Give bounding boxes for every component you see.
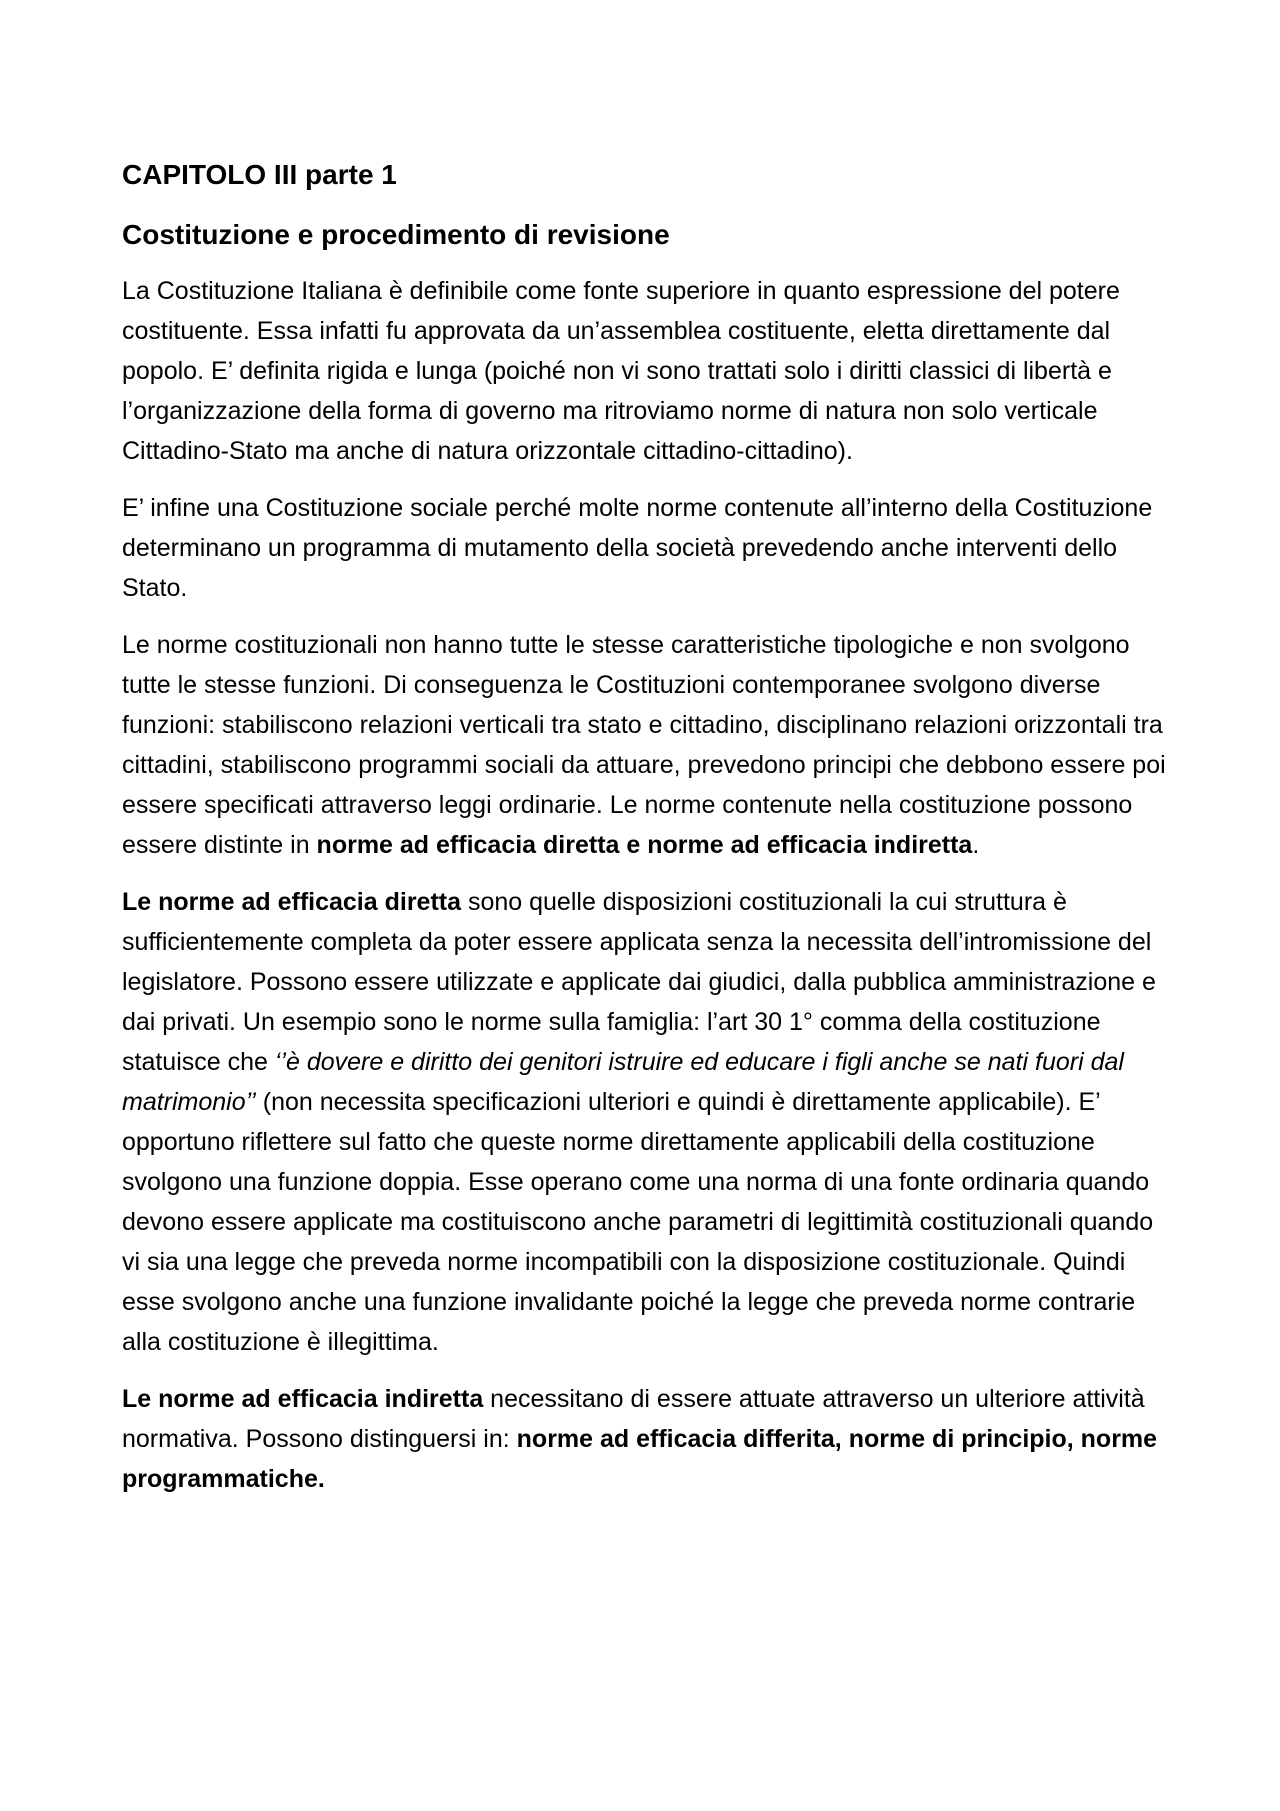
section-title: Costituzione e procedimento di revisione [122,219,670,250]
paragraph-5-bold-lead: Le norme ad efficacia indiretta [122,1385,484,1413]
document-page [122,155,1172,1516]
paragraph-3-end: . [972,831,980,859]
paragraph-4-text-1: sono quelle disposizioni costituzionali la cui struttura è sufficientemente completa da poter essere applicata senza la necessita dell’intromissione del legislatore. Possono essere utilizzate e applicate dai giudici, dalla pubblica amministrazione e dai privati. Un esempio sono le norme sulla famiglia: l’art 30 1° comma della costituzione statuisce che [122,888,1156,1076]
paragraph-4-quote: ‘’è dovere e diritto dei genitori istruire ed educare i figli anche se nati fuori dal matrimonio’’ [122,1048,1124,1116]
paragraph-5-bold-list: norme ad efficacia differita, norme di principio, norme programmatiche. [122,1425,1158,1493]
paragraph-5-text: necessitano di essere attuate attraverso un ulteriore attività normativa. Possono distinguersi in: [122,1385,1145,1453]
paragraph-4-text-2: (non necessita specificazioni ulteriori e quindi è direttamente applicabile). E’ opportuno riflettere sul fatto che queste norme direttamente applicabili della costituzione svolgono una funzione doppia. Esse operano come una norma di una fonte ordinaria quando devono essere applicate ma costituiscono anche parametri di legittimità costituzionali quando vi sia una legge che preveda norme incompatibili con la disposizione costituzionale. Quindi esse svolgono anche una funzione invalidante poiché la legge che preveda norme contrarie alla costituzione è illegittima. [122,1088,1154,1356]
paragraph-3-bold: norme ad efficacia diretta e norme ad efficacia indiretta [316,831,973,859]
paragraph-4 [122,882,1172,1362]
paragraph-3-text: Le norme costituzionali non hanno tutte le stesse caratteristiche tipologiche e non svolgono tutte le stesse funzioni. Di conseguenza le Costituzioni contemporanee svolgono diverse funzioni: stabiliscono relazioni verticali tra stato e cittadino, disciplinano relazioni orizzontali tra cittadini, stabiliscono programmi sociali da attuare, prevedono principi che debbono essere poi essere specificati attraverso leggi ordinarie. Le norme contenute nella costituzione possono essere distinte in [122,631,1166,859]
paragraph-4-bold-lead: Le norme ad efficacia diretta [122,888,462,916]
paragraph-5 [122,1379,1172,1499]
paragraph-3 [122,625,1172,865]
paragraph-1: La Costituzione Italiana è definibile come fonte superiore in quanto espressione del potere costituente. Essa infatti fu approvata da un’assemblea costituente, eletta direttamente dal popolo. E’ definita rigida e lunga (poiché non vi sono trattati solo i diritti classici di libertà e l’organizzazione della forma di governo ma ritroviamo norme di natura non solo verticale Cittadino-Stato ma anche di natura orizzontale cittadino-cittadino). [122,277,1120,465]
chapter-heading: CAPITOLO III parte 1 [122,159,397,190]
paragraph-2: E’ infine una Costituzione sociale perché molte norme contenute all’interno della Costituzione determinano un programma di mutamento della società prevedendo anche interventi dello Stato. [122,494,1153,602]
